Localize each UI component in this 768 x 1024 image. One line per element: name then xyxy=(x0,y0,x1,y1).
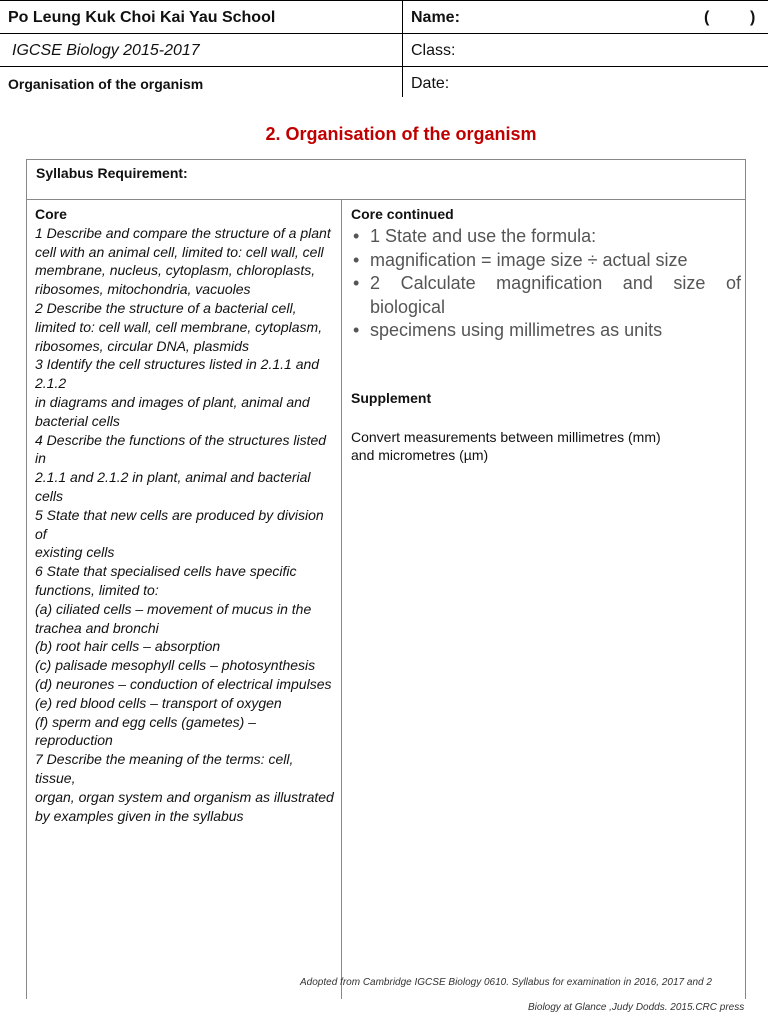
core-line: trachea and bronchi xyxy=(35,619,159,636)
core-line: 6 State that specialised cells have specific functions, limited to: xyxy=(35,563,297,598)
syllabus-table xyxy=(26,159,746,999)
bullet-text: magnification = image size ÷ actual size xyxy=(370,249,688,270)
header-divider-2 xyxy=(0,66,768,67)
school-name: Po Leung Kuk Choi Kai Yau School xyxy=(8,9,276,26)
supplement-text xyxy=(351,428,731,464)
core-line: organ, organ system and organism as illustrated xyxy=(35,788,334,805)
syllabus-border-left xyxy=(26,159,27,999)
course-name: IGCSE Biology 2015-2017 xyxy=(12,42,200,59)
credit-note: Biology at Glance ,Judy Dodds. 2015.CRC press xyxy=(528,1002,745,1013)
core-line: (b) root hair cells – absorption xyxy=(35,638,221,655)
bullet-item xyxy=(351,249,741,273)
syllabus-border-top xyxy=(26,159,746,160)
core-line: 4 Describe the functions of the structures listed in xyxy=(35,431,327,467)
bullet-dot-icon: • xyxy=(353,273,360,293)
header-column-divider xyxy=(402,0,403,97)
date-label: Date: xyxy=(411,75,450,92)
core-title: Core xyxy=(35,206,67,222)
core-line: in diagrams and images of plant, animal and xyxy=(35,393,310,410)
core-line: 2 Describe the structure of a bacterial cell, xyxy=(35,299,297,316)
core-line: 1 Describe and compare the structure of a plant xyxy=(35,224,331,241)
name-label: Name: xyxy=(411,9,460,26)
core-line: (f) sperm and egg cells (gametes) – reproduction xyxy=(35,713,256,749)
bullet-text: 2 Calculate magnification and size of biological xyxy=(370,273,741,317)
core-line: (a) ciliated cells – movement of mucus in the xyxy=(35,600,312,617)
supplement-line: Convert measurements between millimetres (mm) xyxy=(351,429,661,445)
core-line: (c) palisade mesophyll cells – photosynthesis xyxy=(35,657,316,674)
bullet-dot-icon: • xyxy=(353,320,360,340)
core-line: ribosomes, mitochondria, vacuoles xyxy=(35,281,251,298)
core-line: ribosomes, circular DNA, plasmids xyxy=(35,337,249,354)
core-line: (e) red blood cells – transport of oxygen xyxy=(35,694,282,711)
core-line: 7 Describe the meaning of the terms: cell, tissue, xyxy=(35,751,294,786)
bullet-dot-icon: • xyxy=(353,249,360,270)
topic-name: Organisation of the organism xyxy=(8,76,204,92)
class-label: Class: xyxy=(411,42,456,59)
bullet-text: specimens using millimetres as units xyxy=(370,320,663,340)
core-continued-list xyxy=(351,225,741,343)
core-line: cell with an animal cell, limited to: cell wall, cell xyxy=(35,243,324,260)
core-line: limited to: cell wall, cell membrane, cytoplasm, xyxy=(35,318,323,335)
bullet-dot-icon: • xyxy=(353,226,360,246)
class-number-open: ( xyxy=(704,9,710,26)
syllabus-column-divider xyxy=(341,199,342,999)
supplement-line: and micrometres (µm) xyxy=(351,447,489,463)
bullet-item xyxy=(351,319,741,343)
class-number-close: ) xyxy=(750,9,756,26)
syllabus-heading: Syllabus Requirement: xyxy=(36,165,188,181)
supplement-title: Supplement xyxy=(351,390,432,406)
syllabus-border-right xyxy=(745,159,746,999)
core-line: (d) neurones – conduction of electrical impulses xyxy=(35,675,332,692)
syllabus-header-divider xyxy=(26,199,746,200)
bullet-text: 1 State and use the formula: xyxy=(370,226,597,246)
bullet-item xyxy=(351,272,741,319)
header-table xyxy=(0,0,768,100)
header-border-top xyxy=(0,0,768,1)
core-line: 2.1.1 and 2.1.2 in plant, animal and bacterial cells xyxy=(35,469,311,504)
page-title: 2. Organisation of the organism xyxy=(265,124,537,144)
core-line: 3 Identify the cell structures listed in 2.1.1 and 2.1.2 xyxy=(35,356,320,392)
core-continued-section xyxy=(351,205,741,463)
bullet-item xyxy=(351,225,741,249)
core-line: existing cells xyxy=(35,544,115,561)
core-line: bacterial cells xyxy=(35,412,120,429)
source-note: Adopted from Cambridge IGCSE Biology 0610. Syllabus for examination in 2016, 2017 and 2 xyxy=(300,977,712,988)
header-divider-1 xyxy=(0,33,768,34)
core-line: 5 State that new cells are produced by division of xyxy=(35,506,324,542)
core-continued-title: Core continued xyxy=(351,206,454,222)
core-line: by examples given in the syllabus xyxy=(35,807,244,824)
core-section xyxy=(35,205,335,825)
core-line: membrane, nucleus, cytoplasm, chloroplasts, xyxy=(35,262,316,279)
